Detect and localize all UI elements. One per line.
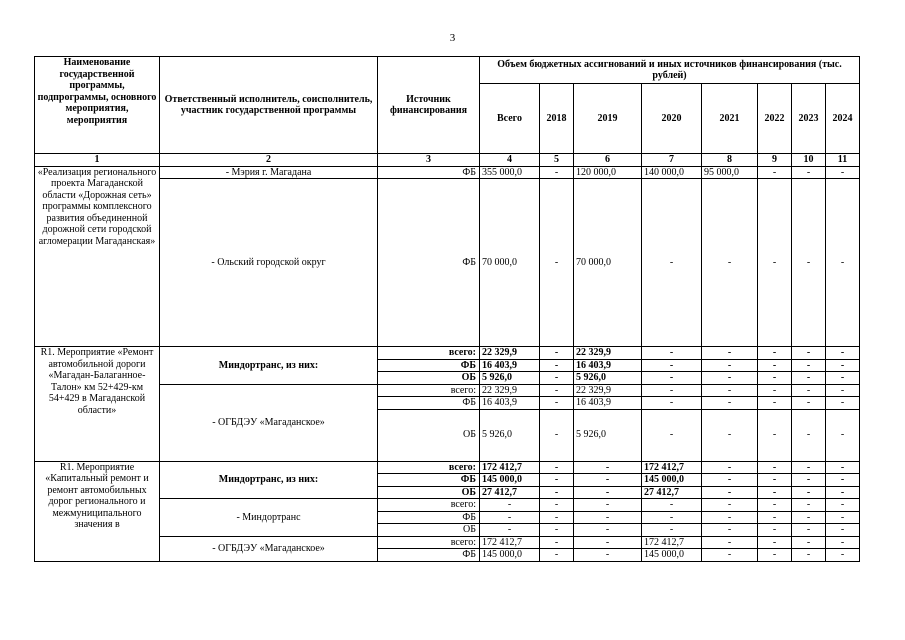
amount-cell: 70 000,0 xyxy=(480,179,540,347)
amount-cell: - xyxy=(702,474,758,487)
amount-cell: 70 000,0 xyxy=(574,179,642,347)
executor-label: Миндортранс, из них: xyxy=(160,461,378,499)
amount-cell: 16 403,9 xyxy=(480,397,540,410)
amount-cell: - xyxy=(826,486,860,499)
amount-cell: 145 000,0 xyxy=(642,549,702,562)
program-name: R1. Мероприятие «Капитальный ремонт и ремонт автомобильных дорог регионального и межмуниципального значения в xyxy=(35,461,160,561)
column-number: 6 xyxy=(574,154,642,167)
amount-cell: - xyxy=(826,359,860,372)
amount-cell: - xyxy=(480,511,540,524)
amount-cell: - xyxy=(480,524,540,537)
amount-cell: 16 403,9 xyxy=(574,397,642,410)
amount-cell: - xyxy=(826,166,860,179)
amount-cell: - xyxy=(792,166,826,179)
header-year: 2023 xyxy=(792,84,826,154)
funding-source: ФБ xyxy=(378,359,480,372)
amount-cell: 95 000,0 xyxy=(702,166,758,179)
amount-cell: - xyxy=(826,179,860,347)
funding-source: ФБ xyxy=(378,549,480,562)
amount-cell: - xyxy=(702,384,758,397)
amount-cell: - xyxy=(702,549,758,562)
amount-cell: 140 000,0 xyxy=(642,166,702,179)
amount-cell: - xyxy=(540,474,574,487)
amount-cell: - xyxy=(758,486,792,499)
amount-cell: 22 329,9 xyxy=(480,384,540,397)
column-number: 4 xyxy=(480,154,540,167)
amount-cell: - xyxy=(792,486,826,499)
funding-source: ФБ xyxy=(378,179,480,347)
amount-cell: - xyxy=(792,397,826,410)
funding-source: ФБ xyxy=(378,397,480,410)
amount-cell: - xyxy=(540,372,574,385)
funding-source: всего: xyxy=(378,499,480,512)
amount-cell: - xyxy=(826,372,860,385)
amount-cell: - xyxy=(826,549,860,562)
executor-label: - Ольский городской округ xyxy=(160,179,378,347)
amount-cell: - xyxy=(540,397,574,410)
amount-cell: - xyxy=(540,511,574,524)
amount-cell: - xyxy=(642,179,702,347)
amount-cell: 22 329,9 xyxy=(574,347,642,360)
amount-cell: - xyxy=(826,347,860,360)
column-number: 8 xyxy=(702,154,758,167)
amount-cell: - xyxy=(826,511,860,524)
executor-label: - ОГБДЭУ «Магаданское» xyxy=(160,536,378,561)
column-number: 9 xyxy=(758,154,792,167)
amount-cell: - xyxy=(792,359,826,372)
funding-source: всего: xyxy=(378,347,480,360)
amount-cell: - xyxy=(758,524,792,537)
amount-cell: - xyxy=(540,549,574,562)
amount-cell: - xyxy=(758,166,792,179)
funding-source: всего: xyxy=(378,384,480,397)
amount-cell: - xyxy=(758,511,792,524)
amount-cell: - xyxy=(792,474,826,487)
amount-cell: - xyxy=(792,461,826,474)
amount-cell: - xyxy=(702,179,758,347)
amount-cell: 16 403,9 xyxy=(574,359,642,372)
amount-cell: - xyxy=(758,461,792,474)
amount-cell: - xyxy=(758,536,792,549)
amount-cell: - xyxy=(702,397,758,410)
amount-cell: - xyxy=(642,359,702,372)
header-year: 2022 xyxy=(758,84,792,154)
amount-cell: 145 000,0 xyxy=(480,474,540,487)
amount-cell: - xyxy=(792,549,826,562)
column-number: 10 xyxy=(792,154,826,167)
amount-cell: - xyxy=(826,536,860,549)
amount-cell: - xyxy=(540,166,574,179)
amount-cell: - xyxy=(702,359,758,372)
amount-cell: - xyxy=(540,499,574,512)
amount-cell: - xyxy=(758,384,792,397)
amount-cell: - xyxy=(574,499,642,512)
amount-cell: - xyxy=(792,384,826,397)
header-name: Наименование государственной программы, подпрограммы, основного мероприятия, мероприятия xyxy=(35,57,160,154)
funding-source: ОБ xyxy=(378,409,480,461)
amount-cell: - xyxy=(792,536,826,549)
amount-cell: 172 412,7 xyxy=(642,536,702,549)
header-year: 2019 xyxy=(574,84,642,154)
amount-cell: - xyxy=(540,347,574,360)
amount-cell: - xyxy=(792,347,826,360)
amount-cell: 120 000,0 xyxy=(574,166,642,179)
header-year: Всего xyxy=(480,84,540,154)
amount-cell: - xyxy=(758,179,792,347)
amount-cell: - xyxy=(642,347,702,360)
amount-cell: 27 412,7 xyxy=(480,486,540,499)
header-year: 2021 xyxy=(702,84,758,154)
budget-table xyxy=(34,56,860,562)
amount-cell: - xyxy=(792,499,826,512)
amount-cell: - xyxy=(642,499,702,512)
executor-label: - Мэрия г. Магадана xyxy=(160,166,378,179)
amount-cell: - xyxy=(826,461,860,474)
amount-cell: 16 403,9 xyxy=(480,359,540,372)
amount-cell: - xyxy=(702,511,758,524)
amount-cell: - xyxy=(758,499,792,512)
amount-cell: - xyxy=(792,179,826,347)
amount-cell: - xyxy=(540,524,574,537)
amount-cell: 22 329,9 xyxy=(574,384,642,397)
amount-cell: - xyxy=(758,474,792,487)
header-volume: Объем бюджетных ассигнований и иных источников финансирования (тыс. рублей) xyxy=(480,57,860,84)
amount-cell: - xyxy=(574,536,642,549)
amount-cell: 172 412,7 xyxy=(480,536,540,549)
amount-cell: - xyxy=(702,524,758,537)
header-year: 2020 xyxy=(642,84,702,154)
header-source: Источник финансирования xyxy=(378,57,480,154)
program-name: «Реализация регионального проекта Магаданской области «Дорожная сеть» программы комплексного развития объединенной дорожной сети городской агломерации Магаданская» xyxy=(35,166,160,347)
table-row xyxy=(35,347,860,360)
amount-cell: - xyxy=(758,409,792,461)
amount-cell: - xyxy=(826,384,860,397)
amount-cell: - xyxy=(642,511,702,524)
amount-cell: - xyxy=(642,372,702,385)
amount-cell: 172 412,7 xyxy=(642,461,702,474)
amount-cell: - xyxy=(702,461,758,474)
amount-cell: - xyxy=(540,384,574,397)
funding-source: ФБ xyxy=(378,511,480,524)
amount-cell: - xyxy=(826,524,860,537)
amount-cell: - xyxy=(540,486,574,499)
amount-cell: - xyxy=(702,486,758,499)
amount-cell: - xyxy=(758,549,792,562)
amount-cell: - xyxy=(642,409,702,461)
funding-source: всего: xyxy=(378,536,480,549)
funding-source: ФБ xyxy=(378,166,480,179)
amount-cell: - xyxy=(642,384,702,397)
amount-cell: - xyxy=(758,372,792,385)
funding-source: ФБ xyxy=(378,474,480,487)
amount-cell: - xyxy=(574,461,642,474)
amount-cell: - xyxy=(540,536,574,549)
funding-source: всего: xyxy=(378,461,480,474)
amount-cell: - xyxy=(574,511,642,524)
amount-cell: 27 412,7 xyxy=(642,486,702,499)
amount-cell: - xyxy=(702,536,758,549)
program-name: R1. Мероприятие «Ремонт автомобильной дороги «Магадан-Балаганное-Талон» км 52+429-км 54+429 в Магаданской области» xyxy=(35,347,160,462)
amount-cell: - xyxy=(702,372,758,385)
amount-cell: 145 000,0 xyxy=(480,549,540,562)
funding-source: ОБ xyxy=(378,372,480,385)
column-number: 5 xyxy=(540,154,574,167)
amount-cell: - xyxy=(792,372,826,385)
amount-cell: - xyxy=(480,499,540,512)
funding-source: ОБ xyxy=(378,486,480,499)
column-number: 11 xyxy=(826,154,860,167)
amount-cell: 5 926,0 xyxy=(574,372,642,385)
amount-cell: - xyxy=(758,359,792,372)
amount-cell: - xyxy=(642,524,702,537)
amount-cell: - xyxy=(758,347,792,360)
header-year: 2024 xyxy=(826,84,860,154)
table-row xyxy=(35,461,860,474)
amount-cell: 5 926,0 xyxy=(574,409,642,461)
amount-cell: 5 926,0 xyxy=(480,372,540,385)
executor-label: - Миндортранс xyxy=(160,499,378,537)
amount-cell: 172 412,7 xyxy=(480,461,540,474)
column-number: 3 xyxy=(378,154,480,167)
amount-cell: - xyxy=(574,524,642,537)
amount-cell: 22 329,9 xyxy=(480,347,540,360)
amount-cell: - xyxy=(826,397,860,410)
amount-cell: - xyxy=(792,409,826,461)
amount-cell: - xyxy=(792,511,826,524)
header-year: 2018 xyxy=(540,84,574,154)
amount-cell: - xyxy=(826,474,860,487)
amount-cell: - xyxy=(702,409,758,461)
table-row xyxy=(35,166,860,179)
column-number: 7 xyxy=(642,154,702,167)
amount-cell: - xyxy=(826,409,860,461)
amount-cell: - xyxy=(702,347,758,360)
amount-cell: 355 000,0 xyxy=(480,166,540,179)
funding-source: ОБ xyxy=(378,524,480,537)
amount-cell: - xyxy=(702,499,758,512)
executor-label: Миндортранс, из них: xyxy=(160,347,378,385)
amount-cell: - xyxy=(574,474,642,487)
amount-cell: - xyxy=(540,461,574,474)
header-executor: Ответственный исполнитель, соисполнитель, участник государственной программы xyxy=(160,57,378,154)
executor-label: - ОГБДЭУ «Магаданское» xyxy=(160,384,378,461)
column-number: 2 xyxy=(160,154,378,167)
amount-cell: - xyxy=(826,499,860,512)
amount-cell: - xyxy=(574,486,642,499)
amount-cell: - xyxy=(540,179,574,347)
amount-cell: - xyxy=(642,397,702,410)
page-number: 3 xyxy=(449,32,456,44)
amount-cell: - xyxy=(792,524,826,537)
amount-cell: - xyxy=(540,359,574,372)
amount-cell: 5 926,0 xyxy=(480,409,540,461)
amount-cell: 145 000,0 xyxy=(642,474,702,487)
amount-cell: - xyxy=(758,397,792,410)
amount-cell: - xyxy=(574,549,642,562)
column-number: 1 xyxy=(35,154,160,167)
amount-cell: - xyxy=(540,409,574,461)
